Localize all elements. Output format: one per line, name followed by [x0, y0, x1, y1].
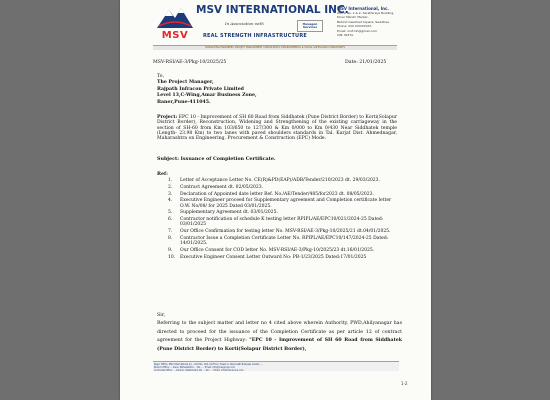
mountain-icon [153, 4, 197, 30]
reference-text: Executive Engineer proceed for Supplementary agreement and Completion certificate letter O.W. No/08/ for 2025 Dated 03/01/2025. [180, 198, 392, 209]
subject-line: Subject: Issuance of Completion Certificate. [157, 156, 276, 162]
reference-item [168, 255, 400, 260]
body-paragraph [157, 320, 402, 354]
reference-text: Our Office Consent for COD letter No. MSV-RSI/AE-3/Pkg-10/2025/23 dt.16/01/2025. [180, 247, 375, 253]
address-line: Phone: 020 XXXXXXXX [337, 24, 372, 29]
services-band: CONSULTING ENGINEERS, PROJECT MANAGEMENT CONSULTANTS, ENVIRONMENTAL & SOCIAL SAFEGUARD CONSULTANTS [153, 45, 397, 50]
page-number: 1-2 [401, 381, 408, 386]
address-line: MSV International, Inc. [337, 6, 389, 11]
company-name: MSV INTERNATIONAL INC. [196, 4, 349, 16]
reference-item [168, 248, 400, 253]
company-tagline: REAL STRENGTH INFRASTRUCTURE [203, 33, 307, 39]
partner-logo: Hexagon Services [297, 20, 323, 32]
reference-text: Contract Agreement dt. 02/05/2023. [180, 184, 264, 190]
footer-line: Regd. Office: MSV International Inc., Unit No. 104, 1st Floor, Tower A, Parsvnath Business Center, ... [154, 362, 263, 366]
footer-line: Corporate Office: ... Kanpur, Washington DC ... Tel.: ... Email: info@msvgroup.com [154, 369, 244, 371]
body-text: Referring to the subject matter and letter no 4 cited above wherein Authority, PWD,Ahilyanagar has directed to proceed for the issuance of the Completion Certificate as per article 12 of contract agreement for the Project Highway: [157, 321, 402, 343]
recipient-block [157, 74, 397, 106]
recipient-line: Level 13,C-Wing,Amar Business Zone, [157, 93, 257, 99]
project-text: EPC 10 - Improvement of SH 60 Road from Siddhatek (Pune District Border) to Korti(Solapur District Border), Reconstruction, Widening and Strengthening of the existing carriageway in the section of SH-60 from Km 103/650 to 127/300 & Km 0/000 to Km 0/430 Near Siddhatek temple (Length- 23.98 Km) to two lanes with paved shoulders standards in Tal. Karjat Dist. Ahmednagar, Maharashtra on Engineering, Procurement & Construction (EPC) Mode. [157, 115, 397, 142]
reference-number: 5. [168, 210, 173, 216]
reference-number: 2. [168, 184, 173, 190]
reference-item [168, 185, 400, 190]
references-heading: Ref: [157, 171, 168, 177]
salutation: Sir, [157, 313, 166, 318]
references-list [168, 178, 400, 262]
address-line: Dinar Mandir Marker, [337, 15, 369, 20]
reference-number: 4. [168, 198, 173, 204]
letter-date: Date: 21/01/2025 [345, 60, 387, 65]
office-address [337, 6, 429, 37]
reference-text: Executive Engineer Consent Letter Outward No: PB-1/23/2025 Dated:17/01/2025 [180, 254, 367, 260]
msv-logo [153, 4, 197, 46]
reference-number: 6. [168, 217, 173, 223]
reference-text: Contractor Issue a Completion Certificate Letter No. RPIPL/AE/EPC10/147/2024-25 Dated: 14/01/2025. [180, 235, 389, 247]
reference-item [168, 236, 400, 246]
reference-text: Letter of Acceptance Letter No. CE(R)&PD(EAP)/ADB/Tender/210/2023 dt. 29/03/2023. [180, 178, 380, 183]
reference-text: Our Office Confirmation for testing letter No. MSV-RSI/AE-3/Pkg-10/2025/21 dt.04/01/2025. [180, 229, 391, 235]
reference-number: 8. [168, 235, 173, 241]
association-text: In Association with [225, 21, 264, 26]
address-line: Email: msf.mh@gmail.com [337, 28, 378, 33]
letter-footer [153, 361, 399, 371]
reference-number: 9. [168, 247, 173, 253]
recipient-line: Baner,Pune-411045. [157, 99, 211, 105]
reference-number: 7. [168, 229, 173, 235]
address-line: Office No. 1 & 2, Sarathiraya Building, [337, 11, 395, 15]
reference-item [168, 178, 400, 183]
letter-page [120, 0, 431, 400]
reference-number: 3. [168, 191, 173, 197]
project-label: Project: [157, 115, 178, 120]
address-line: Behind Gaukhed Square, Swadhee [337, 19, 389, 24]
recipient-line: Rajpath Infracon Private Limited [157, 86, 244, 92]
to-label: To, [157, 74, 165, 79]
reference-text: Supplementary Agreement dt. 03/01/2025. [180, 210, 278, 216]
reference-text: Declaration of Appointed date letter Ref. No./AE/Tender/485/for2023 dt. 08/05/2023. [180, 191, 374, 197]
body-bold-text: "EPC 10 - Improvement of SH 60 Road from Siddhatek (Pune District Border) to Korti(Solapur District Border), [157, 338, 402, 352]
logo-wordmark: MSV [161, 30, 189, 41]
recipient-line: The Project Manager, [157, 80, 214, 86]
reference-number: 1. [168, 178, 173, 183]
reference-number: 10. [168, 254, 176, 260]
reference-item [168, 198, 400, 208]
reference-item [168, 192, 400, 197]
letter-reference-number: MSV-RSI/AE-3/Pkg-10/2025/25 [153, 60, 227, 65]
reference-text: Contractor notification of schedule K testing letter RPIPL/AE/EPC10/021/2024-25 Dated: 03/01/2025 [180, 217, 384, 228]
project-description [157, 115, 397, 141]
address-line: CIN: IN37A [337, 33, 354, 38]
reference-item [168, 229, 400, 234]
footer-line: Branch Office: ... Pune, Maharashtra ... Tel.: ... Email: info@msvgroup.com [154, 365, 235, 369]
reference-item [168, 217, 400, 227]
reference-item [168, 210, 400, 215]
